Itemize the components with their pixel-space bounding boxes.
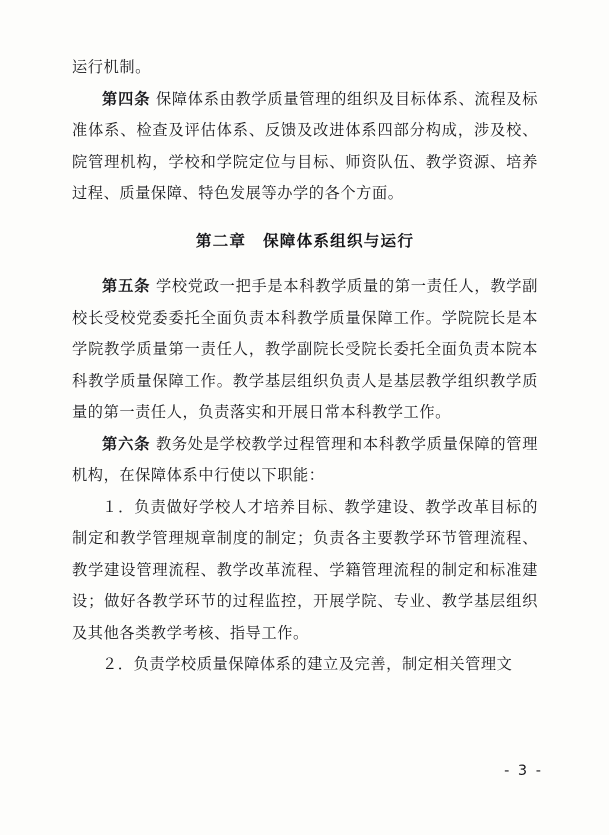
paragraph-article-4 — [72, 84, 538, 210]
paragraph-item-2: ２．负责学校质量保障体系的建立及完善，制定相关管理文 — [102, 655, 513, 673]
article-text-5: 学校党政一把手是本科教学质量的第一责任人，教学副校长受校党委委托全面负责本科教学质量保障工作。学院院长是本学院教学质量第一责任人，教学副院长受院长委托全面负责本院本科教学质量保障工作。教学基层组织负责人是基层教学组织教学质量的第一责任人，负责落实和开展日常本科教学工作。 — [72, 277, 538, 421]
page-number: - 3 - — [504, 763, 543, 779]
article-label-4: 第四条 — [102, 89, 151, 108]
page-body — [72, 52, 538, 681]
paragraph-continuation: 运行机制。 — [72, 58, 151, 76]
paragraph-article-6 — [72, 429, 538, 492]
paragraph-item-1: １．负责做好学校人才培养目标、教学建设、教学改革目标的制定和教学管理规章制度的制定；负责各主要教学环节管理流程、教学建设管理流程、教学改革流程、学籍管理流程的制定和标准建设；做好各教学环节的过程监控，开展学院、专业、教学基层组织及其他各类教学考核、指导工作。 — [72, 497, 538, 642]
chapter-heading-2: 第二章 保障体系组织与运行 — [195, 231, 415, 250]
article-text-4: 保障体系由教学质量管理的组织及目标体系、流程及标准体系、检查及评估体系、反馈及改进体系四部分构成，涉及校、院管理机构，学校和学院定位与目标、师资队伍、教学资源、培养过程、质量保障、特色发展等办学的各个方面。 — [72, 89, 538, 202]
article-text-6: 教务处是学校教学过程管理和本科教学质量保障的管理机构，在保障体系中行使以下职能： — [72, 434, 538, 484]
article-label-6: 第六条 — [102, 434, 151, 453]
paragraph-article-5 — [72, 271, 538, 429]
article-label-5: 第五条 — [102, 277, 151, 295]
